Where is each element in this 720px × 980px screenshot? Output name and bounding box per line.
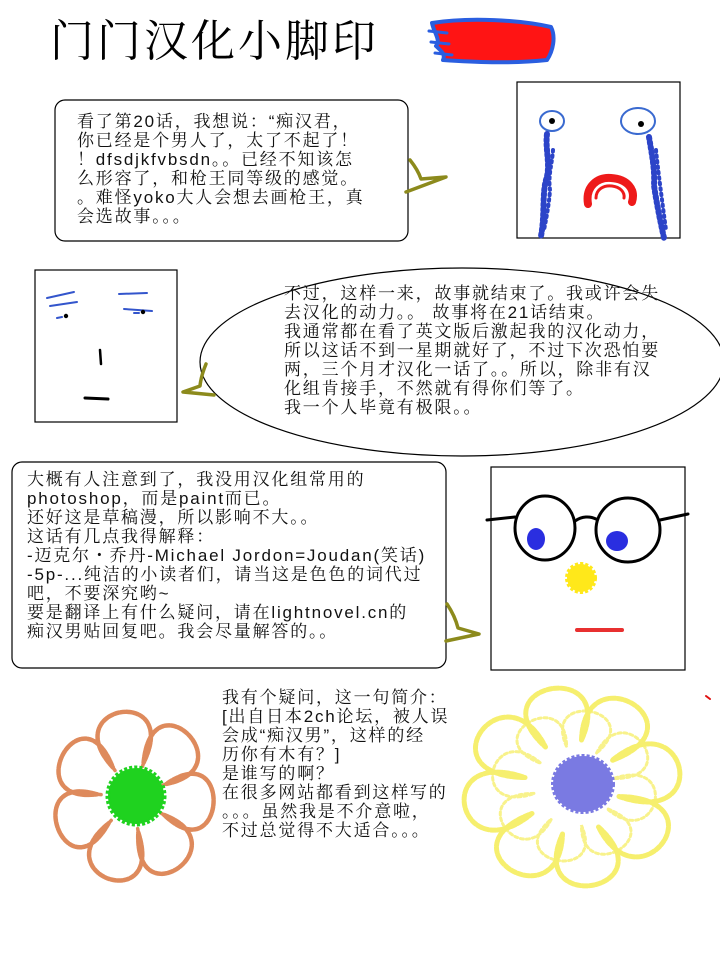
question-line: 我有个疑问，这一句简介： bbox=[222, 688, 448, 707]
right-eye bbox=[141, 310, 145, 314]
bubble-line: 所以这话不到一星期就好了，不过下次恐怕要 bbox=[284, 341, 660, 360]
question-line: 是谁写的啊？ bbox=[222, 764, 335, 783]
bubble-line: 看了第20话，我想说：“痴汉君， bbox=[77, 112, 352, 131]
yellow-nose bbox=[567, 564, 595, 592]
bubble-tail-notes bbox=[446, 604, 479, 641]
right-lens bbox=[596, 498, 660, 562]
bubble-line: 还好这是草稿漫，所以影响不大。。 bbox=[27, 508, 320, 527]
bubble-line: 我一个人毕竟有极限。。 bbox=[284, 398, 483, 417]
speech-bubble-ending-text bbox=[284, 284, 660, 417]
speech-bubble-notes-text bbox=[27, 470, 426, 641]
bubble-line: 吧，不要深究哟~ bbox=[27, 584, 171, 603]
left-pupil bbox=[527, 528, 545, 550]
bubble-line: 化组肯接手，不然就有得你们等了。 bbox=[284, 379, 585, 398]
left-lens bbox=[515, 496, 575, 560]
bubble-line: photoshop，而是paint而已。 bbox=[27, 489, 282, 508]
sad-mouth-inner bbox=[596, 186, 624, 198]
question-line: 在很多网站都看到这样写的 bbox=[222, 783, 448, 802]
orange-flower-icon bbox=[55, 712, 213, 881]
bubble-tail-ending bbox=[183, 364, 214, 395]
bubble-line: 这话有几点我得解释： bbox=[27, 527, 215, 546]
blue-flower-center bbox=[553, 756, 613, 812]
bubble-line: 去汉化的动力。。 故事将在21话结束。 bbox=[284, 303, 606, 322]
bubble-line: ！dfsdjkfvbsdn。。已经不知该怎 bbox=[77, 150, 354, 169]
left-eyebrow bbox=[47, 292, 77, 306]
question-line: 历你有木有？] bbox=[222, 745, 342, 764]
right-eye-dot bbox=[638, 121, 644, 127]
bubble-line: 会选故事。。。 bbox=[77, 207, 192, 226]
bubble-line: 要是翻译上有什么疑问，请在lightnovel.cn的 bbox=[27, 603, 409, 622]
question-line: 会成“痴汉男”，这样的经 bbox=[222, 726, 425, 745]
yellow-flower-icon bbox=[464, 688, 680, 886]
bubble-tail-intro bbox=[406, 160, 446, 192]
page-title: 门门汉化小脚印 bbox=[50, 17, 379, 66]
bubble-line: 我通常都在看了英文版后激起我的汉化动力， bbox=[284, 322, 660, 341]
left-eye bbox=[64, 314, 68, 318]
sad-mouth bbox=[588, 178, 633, 204]
glasses-bridge bbox=[575, 517, 596, 521]
right-eye bbox=[621, 108, 655, 134]
bubble-line: -迈克尔・乔丹-Michael Jordon=Joudan(笑话) bbox=[27, 546, 427, 565]
glasses-face-icon bbox=[487, 467, 688, 670]
red-scribble-icon bbox=[429, 20, 554, 63]
question-line: 。。。虽然我是不介意啦， bbox=[222, 802, 431, 821]
question-text bbox=[222, 688, 449, 840]
right-pupil bbox=[606, 531, 628, 551]
bubble-line: 你已经是个男人了，太了不起了！ bbox=[77, 131, 359, 150]
bubble-line: 么形容了，和枪王同等级的感觉。 bbox=[77, 169, 359, 188]
left-eye-dot bbox=[549, 118, 555, 124]
neutral-face-icon bbox=[35, 270, 177, 422]
bubble-line: 大概有人注意到了，我没用汉化组常用的 bbox=[27, 470, 366, 489]
bubble-line: 。难怪yoko大人会想去画枪王，真 bbox=[77, 188, 365, 207]
bubble-line: 两，三个月才汉化一话了。。所以，除非有汉 bbox=[284, 360, 652, 379]
red-dot-mark bbox=[706, 696, 710, 699]
speech-bubble-intro-text bbox=[77, 112, 365, 226]
bubble-line: 痴汉男贴回复吧。我会尽量解答的。。 bbox=[27, 622, 339, 641]
bubble-line: 不过，这样一来，故事就结束了。我或许会失 bbox=[284, 284, 660, 303]
mouth bbox=[85, 398, 108, 399]
green-flower-center bbox=[108, 768, 164, 824]
question-line: 不过总觉得不大适合。。。 bbox=[222, 821, 431, 840]
bubble-line: -5p-...纯洁的小读者们，请当这是色色的词代过 bbox=[27, 565, 423, 584]
nose bbox=[100, 350, 101, 364]
crying-face-icon bbox=[517, 82, 680, 238]
right-eyebrow bbox=[119, 293, 152, 311]
eye-marks bbox=[57, 313, 139, 318]
question-line: [出自日本2ch论坛，被人误 bbox=[222, 707, 450, 726]
